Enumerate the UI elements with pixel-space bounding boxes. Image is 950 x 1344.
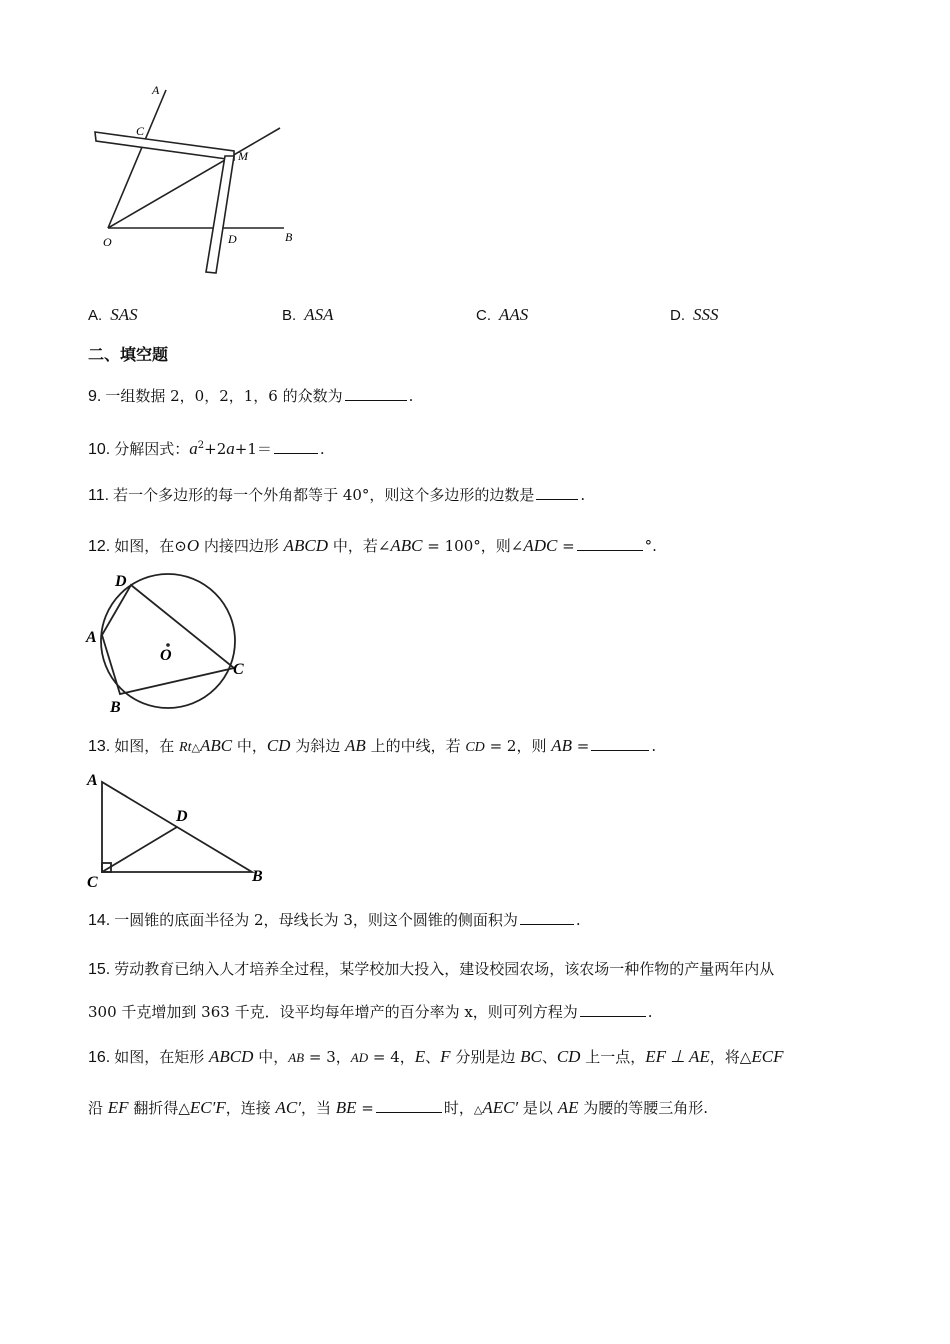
label-A: A [86, 629, 97, 646]
label-D: D [228, 232, 237, 246]
answer-blank-12[interactable] [577, 536, 643, 551]
question-15: 15. 劳动教育已纳入人才培养全过程，某学校加大投入，建设校园农场，该农场一种作物的产量两年内从 [88, 960, 775, 978]
section-heading: 二、填空题 [88, 345, 169, 364]
label-B: B [285, 230, 293, 244]
answer-blank-9[interactable] [345, 386, 407, 401]
label-M: M [238, 149, 248, 163]
question-15-line2: 300 千克增加到 363 千克．设平均每年增产的百分率为 x，则可列方程为 . [88, 1003, 653, 1021]
answer-blank-16[interactable] [376, 1098, 442, 1113]
label-A: A [87, 772, 98, 789]
answer-blank-10[interactable] [274, 439, 318, 454]
label-C: C [233, 661, 244, 678]
option-a[interactable]: A. SAS [88, 305, 138, 324]
figure-right-triangle [84, 768, 274, 892]
label-D: D [176, 808, 188, 825]
option-c[interactable]: C. AAS [476, 305, 529, 324]
label-D: D [115, 573, 127, 590]
answer-blank-15[interactable] [580, 1002, 646, 1017]
label-B: B [252, 868, 263, 885]
answer-blank-14[interactable] [520, 910, 574, 925]
question-16-line2: 沿 EF 翻折得△EC′F，连接 AC′，当 BE = 时，△AEC′ 是以 AE 为腰的等腰三角形. [88, 1098, 709, 1117]
label-C: C [87, 874, 98, 891]
question-14: 14. 一圆锥的底面半径为 2，母线长为 3，则这个圆锥的侧面积为 . [88, 911, 581, 929]
label-O: O [103, 235, 112, 249]
answer-blank-13[interactable] [591, 736, 649, 751]
question-16: 16. 如图，在矩形 ABCD 中，AB = 3，AD = 4，E、F 分别是边 BC、CD 上一点，EF ⊥ AE，将△ECF [88, 1047, 784, 1066]
question-10: 10. 分解因式：$a^2+2a+1=$ . [88, 439, 325, 458]
label-C: C [136, 124, 145, 138]
label-A: A [152, 83, 160, 97]
answer-blank-11[interactable] [536, 485, 578, 500]
question-13: 13. 如图，在 Rt△ABC 中，CD 为斜边 AB 上的中线，若 CD = 2，则 AB = . [88, 736, 657, 755]
label-B: B [110, 699, 121, 716]
label-O: O [160, 647, 172, 664]
figure-circle-quadrilateral [84, 572, 254, 718]
question-11: 11. 若一个多边形的每一个外角都等于 40°，则这个多边形的边数是 . [88, 486, 586, 504]
figure-angle-ruler [88, 78, 308, 278]
option-d[interactable]: D. SSS [670, 305, 719, 324]
question-9: 9. 一组数据 2，0，2，1，6 的众数为 . [88, 387, 414, 405]
question-12: 12. 如图，在⊙O 内接四边形 ABCD 中，若∠ABC = 100°，则∠ADC = °. [88, 536, 657, 555]
option-b[interactable]: B. ASA [282, 305, 334, 324]
